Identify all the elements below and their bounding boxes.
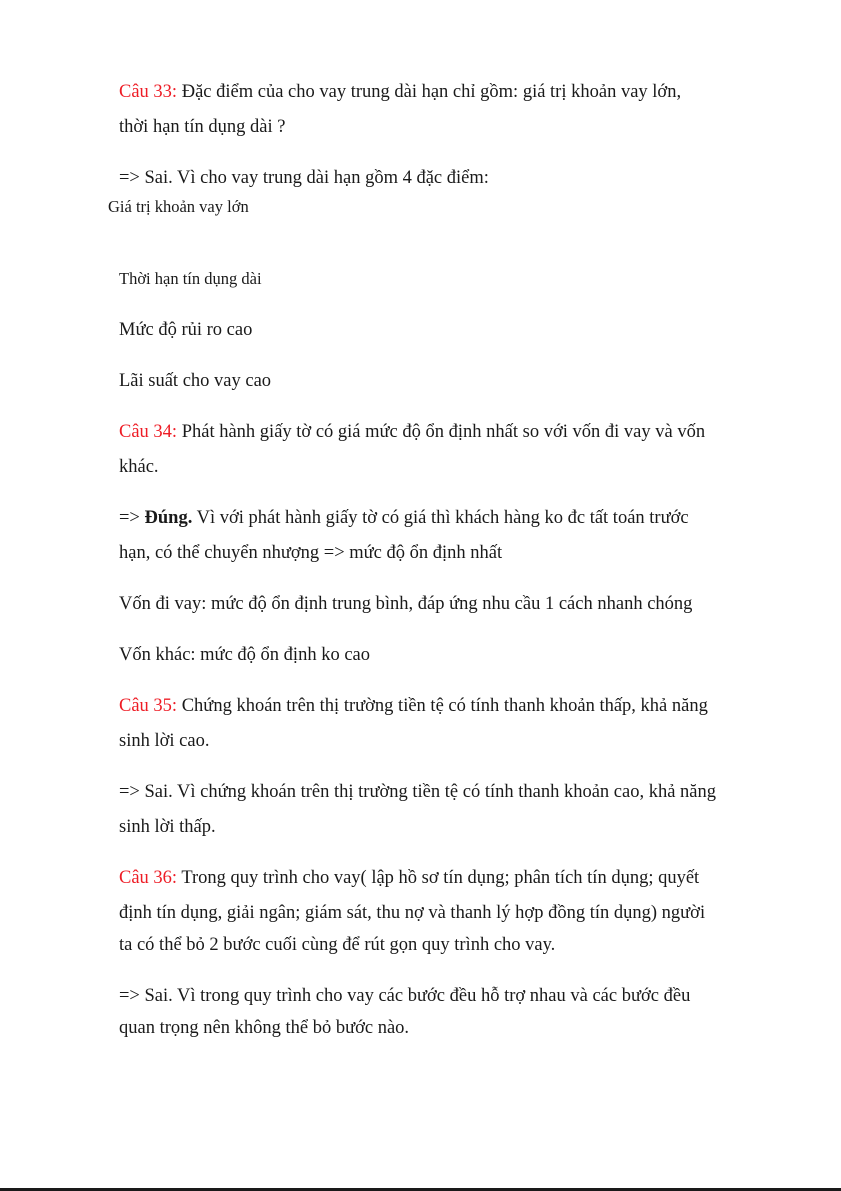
q34-text-1: Phát hành giấy tờ có giá mức độ ổn định nhất so với vốn đi vay và vốn [177,422,706,442]
q34-answer-prefix: => [119,508,145,528]
q33-answer: => Sai. Vì cho vay trung dài hạn gồm 4 đặc điểm: [119,168,489,188]
q36-line-2: định tín dụng, giải ngân; giám sát, thu nợ và thanh lý hợp đồng tín dụng) người [119,903,706,923]
q34-line-1 [119,420,705,444]
q36-answer-2: quan trọng nên không thể bỏ bước nào. [119,1018,410,1038]
q36-text-1: Trong quy trình cho vay( lập hồ sơ tín dụng; phân tích tín dụng; quyết [177,868,700,888]
q35-answer-2: sinh lời thấp. [119,817,216,837]
q34-answer-1 [119,506,689,530]
q34-answer-2: hạn, có thể chuyển nhượng => mức độ ổn định nhất [119,543,503,563]
q35-answer-1: => Sai. Vì chứng khoán trên thị trường tiền tệ có tính thanh khoản cao, khả năng [119,782,717,802]
q35-label: Câu 35: [119,696,178,716]
q33-point-1: Giá trị khoản vay lớn [108,197,249,216]
q36-answer-1: => Sai. Vì trong quy trình cho vay các bước đều hỗ trợ nhau và các bước đều [119,986,691,1006]
q35-line-2: sinh lời cao. [119,731,210,751]
q34-extra-1: Vốn đi vay: mức độ ổn định trung bình, đáp ứng nhu cầu 1 cách nhanh chóng [119,594,693,614]
q33-line-2: thời hạn tín dụng dài ? [119,117,286,137]
q34-answer-verdict: Đúng. [144,508,193,528]
q34-line-2: khác. [119,457,159,477]
q34-answer-rest: Vì với phát hành giấy tờ có giá thì khách hàng ko đc tất toán trước [192,508,689,528]
q33-point-4: Lãi suất cho vay cao [119,371,272,391]
q33-text-1: Đặc điểm của cho vay trung dài hạn chỉ gồm: giá trị khoản vay lớn, [177,82,682,102]
q34-extra-2: Vốn khác: mức độ ổn định ko cao [119,645,370,665]
q36-line-1 [119,866,699,890]
q34-label: Câu 34: [119,422,178,442]
q36-label: Câu 36: [119,868,178,888]
q33-point-3: Mức độ rủi ro cao [119,320,253,340]
q35-line-1 [119,694,708,718]
q35-text-1: Chứng khoán trên thị trường tiền tệ có tính thanh khoản thấp, khả năng [177,696,708,716]
q36-line-3: ta có thể bỏ 2 bước cuối cùng để rút gọn quy trình cho vay. [119,935,556,955]
q33-label: Câu 33: [119,82,178,102]
q33-line-1 [119,80,681,104]
q33-point-2: Thời hạn tín dụng dài [119,269,262,288]
